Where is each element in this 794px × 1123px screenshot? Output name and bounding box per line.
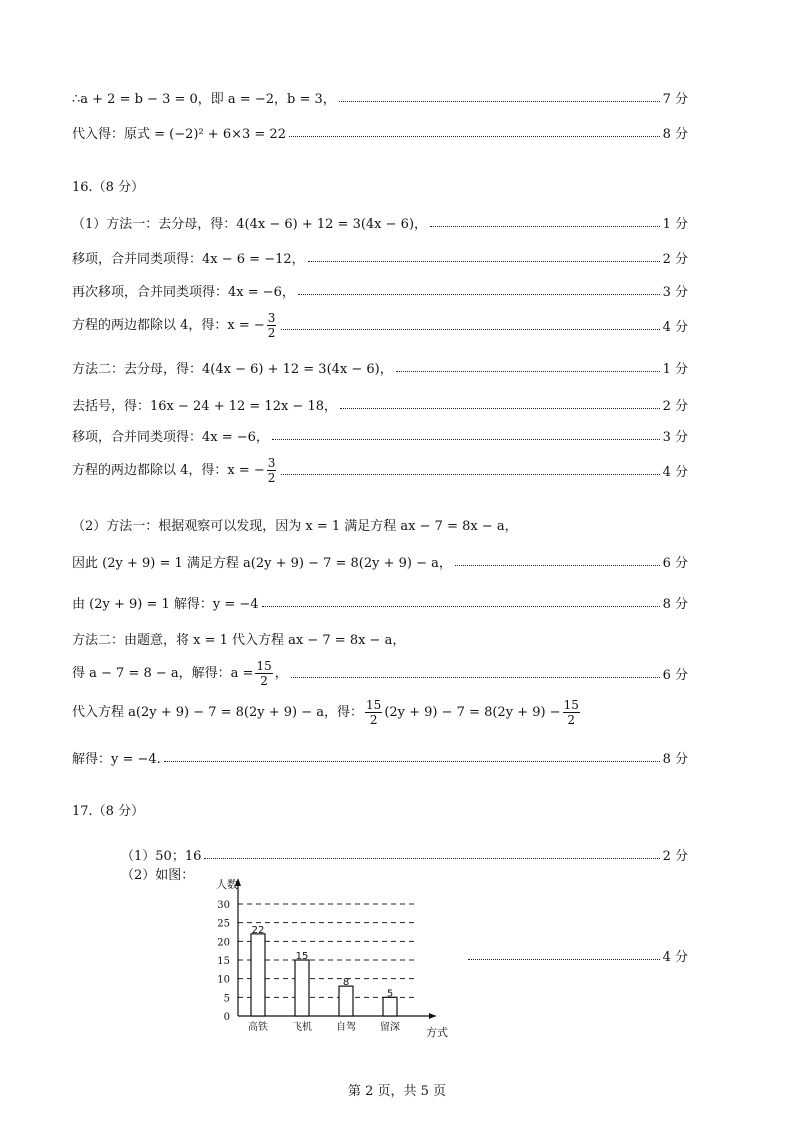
fraction: [267, 456, 277, 485]
score-label: 2 分: [662, 252, 688, 267]
fraction-numerator: 15: [256, 658, 272, 673]
bar-value-label: 15: [295, 951, 309, 962]
score-label: 8 分: [662, 127, 688, 142]
step-text-pre: 方程的两边都除以 4，得：x = −: [72, 317, 265, 333]
step-text: 解得：y = −4.: [72, 752, 161, 767]
dot-leader: [339, 101, 660, 102]
score-label: 4 分: [662, 950, 688, 965]
step-line-8: [72, 395, 688, 414]
dot-leader: [204, 858, 659, 859]
bar: [339, 986, 353, 1016]
chart-score-line: [465, 946, 688, 965]
x-tick-label: 高铁: [248, 1022, 268, 1033]
dot-leader: [298, 294, 660, 295]
step-text: 因此 (2y + 9) = 1 满足方程 a(2y + 9) − 7 = 8(2y + 9) − a，: [72, 556, 452, 571]
bar-value-label: 5: [386, 988, 394, 1000]
step-text: 去括号，得：16x − 24 + 12 = 12x − 18，: [72, 399, 338, 414]
fraction: [365, 698, 382, 727]
fraction-numerator: 3: [267, 455, 276, 470]
step-text: 移项，合并同类项得：4x − 6 = −12，: [72, 252, 305, 267]
dot-leader: [281, 474, 659, 475]
x-axis-label: 方式: [426, 1026, 448, 1039]
score-label: 8 分: [662, 752, 688, 767]
step-text-pre: 方程的两边都除以 4，得：x = −: [72, 462, 265, 478]
y-tick-label: 15: [217, 956, 230, 967]
step-text: [72, 311, 278, 340]
score-label: 4 分: [662, 319, 688, 335]
dot-leader: [291, 677, 660, 678]
score-label: 8 分: [662, 597, 688, 612]
dot-leader: [308, 261, 660, 262]
bar: [383, 997, 397, 1016]
step-text-post: ，: [274, 665, 288, 681]
question-17-heading: 17.（8 分）: [72, 804, 145, 819]
bar-chart: [196, 870, 466, 1045]
x-axis-arrow: [429, 1013, 436, 1019]
y-tick-label: 10: [217, 974, 230, 986]
step-text: 再次移项，合并同类项得：4x = −6，: [72, 285, 295, 300]
score-label: 4 分: [662, 464, 688, 480]
fraction-numerator: 3: [267, 310, 276, 325]
score-label: 1 分: [662, 217, 688, 232]
step-line-5: [72, 281, 688, 300]
score-label: 2 分: [662, 849, 688, 864]
dot-leader: [455, 565, 660, 566]
step-text: [72, 659, 288, 688]
step-text: （1）50；16: [121, 849, 202, 864]
y-axis-label: 人数: [216, 878, 238, 891]
dot-leader: [262, 606, 660, 607]
step-text-mid: (2y + 9) − 7 = 8(2y + 9) −: [384, 705, 561, 720]
fraction-denominator: 2: [267, 325, 276, 340]
x-tick-label: 飞机: [292, 1022, 312, 1033]
dot-leader: [396, 371, 660, 372]
y-tick-label: 25: [217, 918, 230, 930]
bar-chart-svg: [196, 870, 466, 1045]
step-line-7: [72, 358, 688, 377]
step-text: （1）方法一：去分母，得：4(4x − 6) + 12 = 3(4x − 6)，: [72, 217, 428, 232]
fraction-denominator: 2: [369, 713, 378, 727]
dot-leader: [164, 761, 660, 762]
page-footer: 第 2 页，共 5 页: [347, 1084, 447, 1099]
step-line-4: [72, 248, 688, 267]
dot-leader: [272, 439, 660, 440]
step-line-3: [72, 213, 688, 232]
y-tick-label: 30: [217, 900, 230, 911]
fraction-numerator: 15: [366, 698, 382, 712]
step-line-18: [121, 845, 688, 864]
step-line-16: [72, 698, 582, 727]
x-tick-label: 留深: [380, 1022, 400, 1033]
y-tick-label: 0: [223, 1012, 230, 1023]
dot-leader: [340, 408, 660, 409]
step-line-1: [72, 88, 688, 107]
step-text: 代入得：原式 = (−2)² + 6×3 = 22: [72, 127, 286, 142]
fraction-denominator: 2: [567, 713, 576, 727]
step-line-14: 方法二：由题意，将 x = 1 代入方程 ax − 7 = 8x − a，: [72, 633, 406, 648]
bar: [251, 934, 265, 1016]
step-line-12: [72, 552, 688, 571]
step-text-pre: 得 a − 7 = 8 − a，解得：a =: [72, 665, 254, 681]
fraction: [255, 659, 272, 688]
bar-value-label: 8: [342, 977, 350, 989]
y-tick-label: 20: [217, 937, 230, 949]
score-label: 3 分: [662, 285, 688, 300]
step-line-6: [72, 309, 688, 341]
bar-value-label: 22: [251, 924, 265, 936]
score-label: 7 分: [662, 92, 688, 107]
score-label: 1 分: [662, 362, 688, 377]
score-label: 6 分: [662, 556, 688, 571]
bar: [295, 960, 309, 1016]
score-label: 2 分: [662, 399, 688, 414]
step-text: 由 (2y + 9) = 1 解得：y = −4: [72, 597, 259, 612]
step-text-pre: 代入方程 a(2y + 9) − 7 = 8(2y + 9) − a，得：: [72, 705, 364, 720]
score-label: 6 分: [662, 667, 688, 683]
step-line-15: [72, 656, 688, 690]
x-tick-label: 自驾: [336, 1022, 356, 1033]
step-text: 移项，合并同类项得：4x = −6，: [72, 430, 269, 445]
fraction-denominator: 2: [267, 470, 276, 485]
step-line-11: （2）方法一：根据观察可以发现，因为 x = 1 满足方程 ax − 7 = 8x − a，: [72, 519, 518, 534]
step-line-9: [72, 426, 688, 445]
score-label: 3 分: [662, 430, 688, 445]
step-text: [72, 456, 278, 485]
fraction: [563, 698, 580, 727]
step-line-19: （2）如图：: [121, 868, 195, 883]
step-line-13: [72, 593, 688, 612]
fraction-denominator: 2: [260, 673, 268, 688]
step-text: 方法二：去分母，得：4(4x − 6) + 12 = 3(4x − 6)，: [72, 362, 393, 377]
dot-leader: [281, 329, 659, 330]
step-line-10: [72, 454, 688, 486]
question-16-heading: 16.（8 分）: [72, 180, 145, 195]
dot-leader: [289, 136, 660, 137]
fraction-numerator: 15: [563, 698, 579, 712]
step-line-2: [72, 123, 688, 142]
y-tick-label: 5: [223, 993, 230, 1005]
fraction: [267, 311, 277, 340]
dot-leader: [430, 226, 660, 227]
step-line-17: [72, 748, 688, 767]
dot-leader: [468, 959, 660, 960]
step-text: ∴a + 2 = b − 3 = 0，即 a = −2，b = 3，: [72, 92, 336, 107]
